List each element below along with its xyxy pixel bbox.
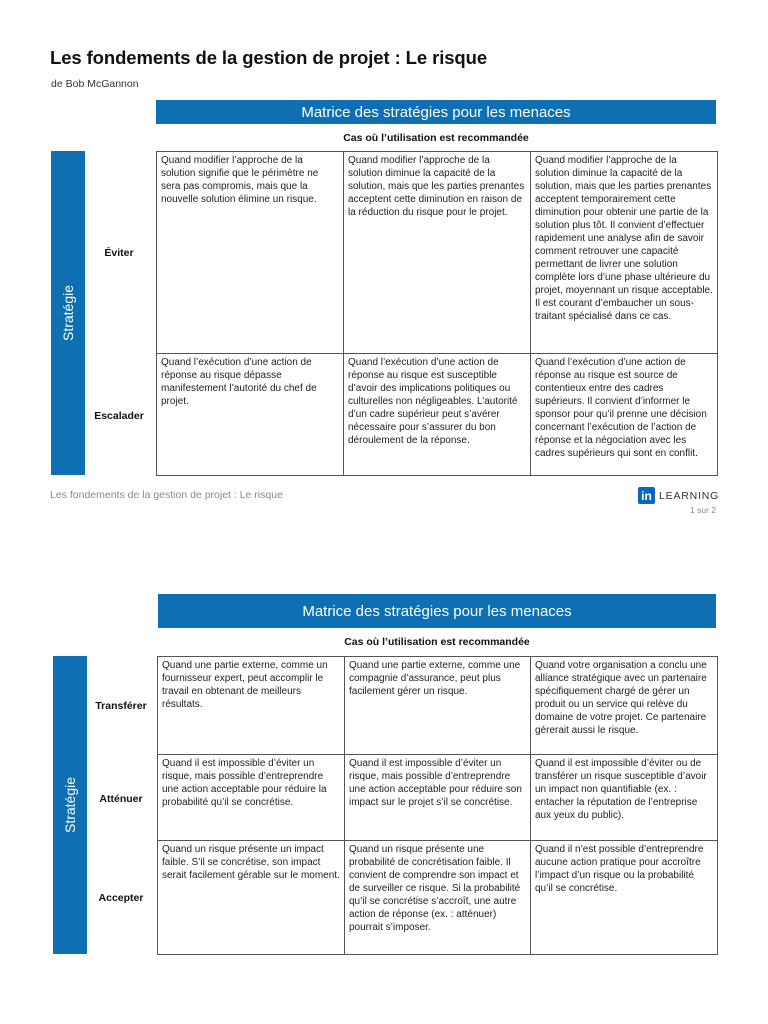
logo-wordmark: LEARNING bbox=[659, 489, 720, 502]
footer-course-title: Les fondements de la gestion de projet : Le risque bbox=[50, 489, 283, 501]
table-cell: Quand modifier l’approche de la solution diminue la capacité de la solution, mais que les parties prenantes acceptent temporairement cette diminution pour obtenir une partie de la solution plus tôt. Il convient d’effectuer rapidement une analyse afin de savoir comment retrouver une capacité permettant de livrer une solution complète lors d’une phase ultérieure du projet, moyennant un risque acceptable. Il est courant d’embaucher un sous-traitant spécialisé dans ce cas. bbox=[531, 152, 718, 354]
table-cell: Quand un risque présente un impact faible. S’il se concrétise, son impact serait facilement gérable sur le moment. bbox=[158, 841, 345, 955]
linkedin-in-icon: in bbox=[638, 487, 655, 504]
strategy-bar bbox=[51, 151, 85, 475]
table-cell: Quand il n’est possible d’entreprendre aucune action pratique pour accroître l’impact d’un risque ou la probabilité qu’il se concrétise. bbox=[531, 841, 718, 955]
table-cell: Quand modifier l’approche de la solution diminue la capacité de la solution, mais que les parties prenantes acceptent cette diminution en raison de la réduction du risque pour le projet. bbox=[344, 152, 531, 354]
strategy-bar bbox=[53, 656, 87, 954]
author-line: de Bob McGannon bbox=[51, 78, 139, 90]
table-row bbox=[158, 657, 718, 755]
table-cell: Quand il est impossible d’éviter ou de transférer un risque susceptible d’avoir un impact non quantifiable (ex. : entacher la réputation de l’entreprise aux yeux du public). bbox=[531, 755, 718, 841]
table-cell: Quand l’exécution d’une action de réponse au risque est source de contentieux entre des cadres supérieurs. Il convient d’informer le sponsor pour qu’il prenne une décision concernant l’exécution de l’action de réponse et la négociation avec les cadres supérieurs qui sont en conflit. bbox=[531, 354, 718, 476]
table-cell: Quand l’exécution d’une action de réponse au risque dépasse manifestement l’autorité du chef de projet. bbox=[157, 354, 344, 476]
document-title: Les fondements de la gestion de projet : Le risque bbox=[50, 47, 488, 68]
row-label-eviter: Éviter bbox=[104, 247, 134, 259]
matrix-heading: Matrice des stratégies pour les menaces bbox=[156, 100, 716, 124]
row-label-transferer: Transférer bbox=[95, 700, 147, 712]
table-cell: Quand modifier l’approche de la solution signifie que le périmètre ne sera pas compromis, mais que la nouvelle solution élimine un risque. bbox=[157, 152, 344, 354]
table-row bbox=[157, 354, 718, 476]
row-label-accepter: Accepter bbox=[98, 892, 144, 904]
table-cell: Quand un risque présente une probabilité de concrétisation faible. Il convient de comprendre son impact et de surveiller ce risque. Si la probabilité qu’il se concrétise s’accroît, une autre action de réponse (ex. : atténuer) pourrait s’imposer. bbox=[345, 841, 531, 955]
table-cell: Quand il est impossible d’éviter un risque, mais possible d’entreprendre une action acceptable pour réduire son impact sur le projet s’il se concrétise. bbox=[345, 755, 531, 841]
row-label-attenuer: Atténuer bbox=[99, 793, 143, 805]
table-row bbox=[157, 152, 718, 354]
table-cell: Quand votre organisation a conclu une alliance stratégique avec un partenaire spécifiquement chargé de gérer un produit ou un service qui relève du domaine de votre projet. Ce partenaire gérerait aussi le risque. bbox=[531, 657, 718, 755]
strategy-label: Stratégie bbox=[62, 776, 78, 834]
table-cell: Quand une partie externe, comme une compagnie d’assurance, peut plus facilement gérer un risque. bbox=[345, 657, 531, 755]
table-cell: Quand il est impossible d’éviter un risque, mais possible d’entreprendre une action acceptable pour réduire la probabilité qu’il se concrétise. bbox=[158, 755, 345, 841]
row-label-escalader: Escalader bbox=[94, 410, 144, 422]
strategy-label: Stratégie bbox=[60, 284, 76, 342]
matrix-heading: Matrice des stratégies pour les menaces bbox=[158, 594, 716, 628]
strategy-matrix-1 bbox=[156, 151, 718, 476]
linkedin-learning-logo bbox=[638, 487, 719, 504]
table-row bbox=[158, 755, 718, 841]
table-row bbox=[158, 841, 718, 955]
matrix-subheading: Cas où l’utilisation est recommandée bbox=[343, 132, 529, 144]
page-number: 1 sur 2 bbox=[690, 505, 716, 515]
matrix-subheading: Cas où l’utilisation est recommandée bbox=[344, 636, 530, 648]
strategy-matrix-2 bbox=[157, 656, 718, 955]
table-cell: Quand une partie externe, comme un fournisseur expert, peut accomplir le travail en obtenant de meilleurs résultats. bbox=[158, 657, 345, 755]
table-cell: Quand l’exécution d’une action de réponse au risque est susceptible d’avoir des implications politiques ou culturelles non négligeables. L’autorité d’un cadre supérieur peut s’avérer nécessaire pour s’assurer du bon déroulement de la réponse. bbox=[344, 354, 531, 476]
